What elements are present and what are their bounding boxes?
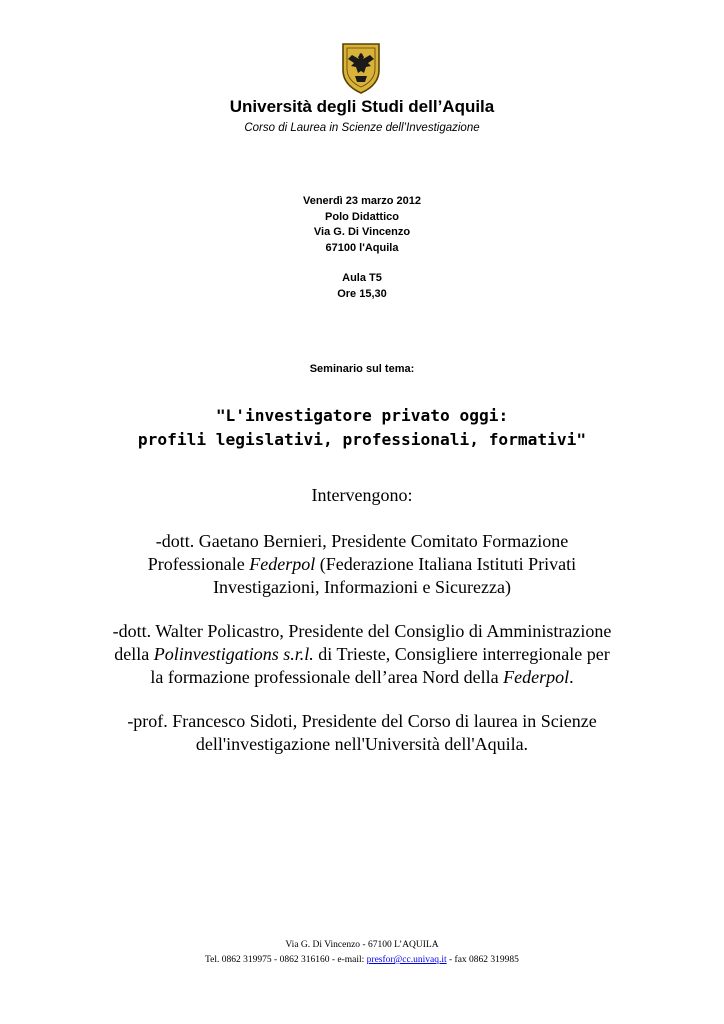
event-time-block <box>0 271 724 302</box>
speaker-line: la formazione professionale dell’area Nord della Federpol. <box>150 667 574 687</box>
organization-name: Federpol <box>249 554 316 574</box>
speaker-line: Investigazioni, Informazioni e Sicurezza) <box>213 577 511 597</box>
event-date: Venerdì 23 marzo 2012 <box>302 195 421 207</box>
footer <box>0 938 724 968</box>
event-room: Aula T5 <box>342 272 382 284</box>
university-name: Università degli Studi dell’Aquila <box>229 97 495 116</box>
seminar-title-line2: profili legislativi, professionali, formativi" <box>137 430 587 449</box>
speaker-line: -dott. Walter Policastro, Presidente del Consiglio di Amministrazione <box>112 621 612 641</box>
event-time: Ore 15,30 <box>337 287 387 300</box>
event-street: Via G. Di Vincenzo <box>313 226 411 238</box>
seminar-intro: Seminario sul tema: <box>309 363 415 375</box>
footer-contacts: Tel. 0862 319975 - 0862 316160 - e-mail: presfor@cc.univaq.it - fax 0862 319985 <box>205 955 519 965</box>
speakers-heading: Intervengono: <box>311 485 413 505</box>
event-location-block <box>0 194 724 256</box>
speaker-line: Professionale Federpol (Federazione Italiana Istituti Privati <box>147 554 577 574</box>
footer-address: Via G. Di Vincenzo - 67100 L’AQUILA <box>285 940 439 950</box>
speaker-entry <box>40 710 684 756</box>
university-crest-icon <box>340 40 382 94</box>
seminar-title <box>0 404 724 452</box>
speaker-line: della Polinvestigations s.r.l. di Trieste, Consigliere interregionale per <box>114 644 610 664</box>
event-city: 67100 l'Aquila <box>325 241 399 254</box>
speaker-entry <box>40 530 684 599</box>
speaker-line: dell'investigazione nell'Università dell'Aquila. <box>195 734 529 754</box>
email-link[interactable]: presfor@cc.univaq.it <box>366 955 447 965</box>
seminar-title-line1: "L'investigatore privato oggi: <box>215 406 509 425</box>
speaker-entry <box>40 620 684 689</box>
event-venue: Polo Didattico <box>325 210 399 223</box>
organization-name: Federpol <box>503 667 570 687</box>
speaker-line: -dott. Gaetano Bernieri, Presidente Comitato Formazione <box>155 531 569 551</box>
speaker-line: -prof. Francesco Sidoti, Presidente del Corso di laurea in Scienze <box>127 711 597 731</box>
course-name: Corso di Laurea in Scienze dell’Investigazione <box>244 122 480 134</box>
company-name: Polinvestigations s.r.l. <box>153 644 314 664</box>
